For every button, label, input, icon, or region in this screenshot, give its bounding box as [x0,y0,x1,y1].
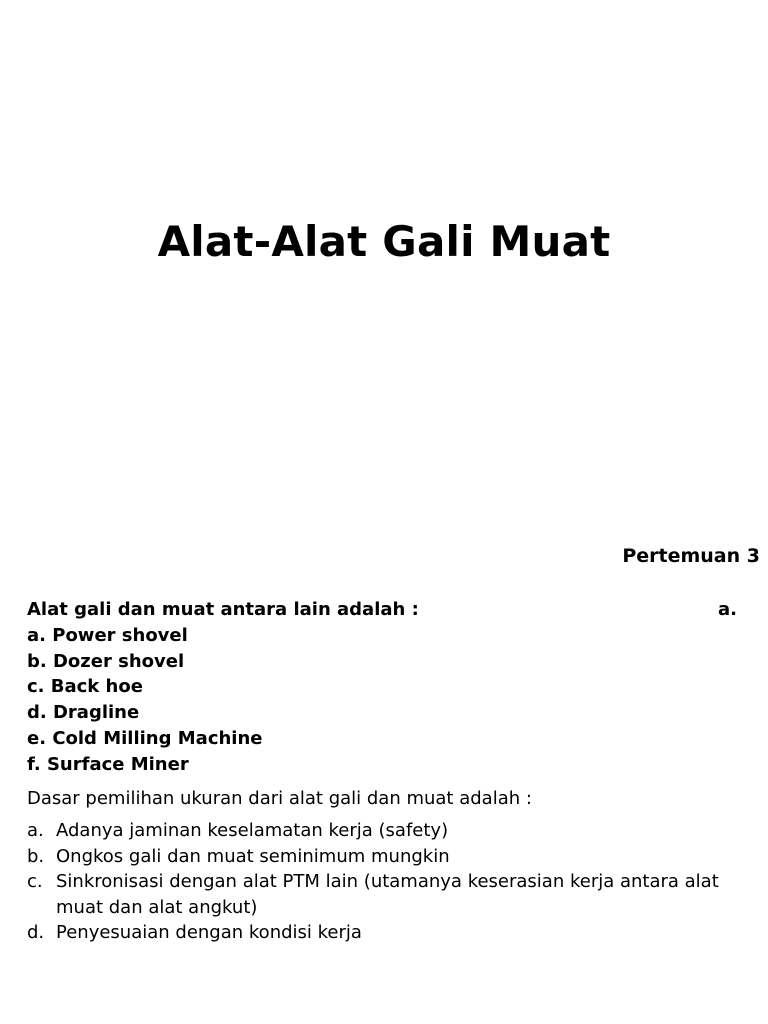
equipment-item-back-hoe: c. Back hoe [27,676,143,698]
list-item-marker: c. [27,871,43,892]
equipment-intro-trailing-marker: a. [718,599,737,620]
list-item-text: Ongkos gali dan muat seminimum mungkin [56,845,450,867]
list-item-text: Adanya jaminan keselamatan kerja (safety) [56,820,449,841]
list-item-marker: b. [27,845,45,867]
equipment-item-cold-milling-machine: e. Cold Milling Machine [27,727,263,749]
session-label: Pertemuan 3 [622,545,760,567]
list-item [27,869,747,920]
page-title: Alat-Alat Gali Muat [157,217,611,266]
equipment-section [27,597,757,778]
list-item-marker: d. [27,922,45,943]
equipment-item-dozer-shovel: b. Dozer shovel [27,650,185,672]
selection-criteria-list [27,818,747,946]
equipment-item-surface-miner: f. Surface Miner [27,753,189,775]
list-item-text: Penyesuaian dengan kondisi kerja [56,922,362,943]
equipment-intro [27,597,757,623]
list-item [27,920,747,946]
equipment-item-dragline: d. Dragline [27,702,140,724]
list-item [27,844,747,870]
equipment-item-power-shovel: a. Power shovel [27,624,188,646]
equipment-intro-text: Alat gali dan muat antara lain adalah : [27,599,419,620]
selection-intro: Dasar pemilihan ukuran dari alat gali dan muat adalah : [27,788,532,809]
list-item [27,818,747,844]
list-item-text: Sinkronisasi dengan alat PTM lain (utamanya keserasian kerja antara alat muat dan alat angkut) [56,871,719,918]
list-item-marker: a. [27,820,44,841]
